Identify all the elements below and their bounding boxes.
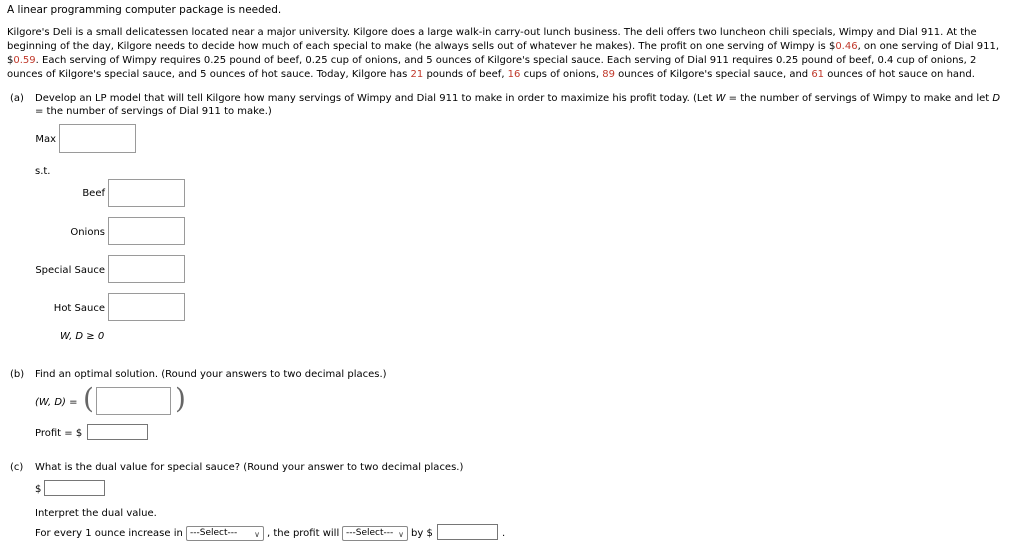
dual-value-input[interactable] bbox=[44, 480, 105, 496]
chevron-down-icon: ∨ bbox=[398, 530, 404, 539]
dial-profit: 0.59 bbox=[13, 55, 36, 66]
interpret-label: Interpret the dual value. bbox=[35, 508, 157, 519]
special-sauce-label: Special Sauce bbox=[35, 265, 105, 276]
left-paren: ( bbox=[83, 382, 94, 415]
part-a-question-1: Develop an LP model that will tell Kilgore how many servings of Wimpy and Dial 911 to make in order to maximize his profit today. (Let W = the number of servings of Wimpy to make and let D bbox=[35, 93, 1001, 104]
sentence-part-2: , the profit will bbox=[267, 528, 340, 539]
right-paren: ) bbox=[175, 382, 186, 415]
special-sauce-constraint-input[interactable] bbox=[108, 255, 185, 283]
problem-line-2: beginning of the day, Kilgore needs to decide how much of each special to make (he always sells out of whatever he makes). The profit on one serving of Wimpy is $0.46, on one serving of Dial 911, bbox=[7, 41, 1000, 52]
wimpy-profit: 0.46 bbox=[835, 41, 858, 52]
onions-constraint-input[interactable] bbox=[108, 217, 185, 245]
sentence-part-1: For every 1 ounce increase in bbox=[35, 528, 183, 539]
sentence-period: . bbox=[502, 528, 506, 539]
nonnegativity-constraint: W, D ≥ 0 bbox=[60, 331, 105, 342]
special-sauce-amount: 89 bbox=[602, 69, 615, 80]
st-label: s.t. bbox=[35, 166, 51, 177]
sentence-part-3: by $ bbox=[411, 528, 433, 539]
resource-select[interactable]: ---Select--- ∨ bbox=[186, 526, 264, 541]
dual-dollar-sign: $ bbox=[35, 484, 42, 495]
part-c-question: What is the dual value for special sauce? (Round your answer to two decimal places.) bbox=[35, 462, 464, 473]
problem-line-1: Kilgore's Deli is a small delicatessen located near a major university. Kilgore does a large walk-in carry-out lunch business. The deli offers two luncheon chili specials, Wimpy and Dial 911. At the bbox=[7, 27, 977, 38]
wd-label: (W, D) = bbox=[35, 397, 78, 408]
beef-constraint-input[interactable] bbox=[108, 179, 185, 207]
profit-label: Profit = $ bbox=[35, 428, 83, 439]
hot-sauce-label: Hot Sauce bbox=[53, 303, 105, 314]
problem-line-4: ounces of Kilgore's special sauce, and 5 ounces of hot sauce. Today, Kilgore has 21 pounds of beef, 16 cups of onions, 89 ounces of Kilgore's special sauce, and 61 ounces of hot sauce on hand. bbox=[7, 69, 975, 80]
hot-sauce-constraint-input[interactable] bbox=[108, 293, 185, 321]
chevron-down-icon: ∨ bbox=[254, 530, 260, 539]
onions-amount: 16 bbox=[507, 69, 521, 80]
solution-input[interactable] bbox=[96, 387, 171, 415]
part-b-tag: (b) bbox=[10, 369, 25, 380]
objective-input[interactable] bbox=[59, 124, 136, 153]
profit-input[interactable] bbox=[87, 424, 148, 440]
onions-label: Onions bbox=[70, 227, 105, 238]
intro-text: A linear programming computer package is needed. bbox=[7, 4, 282, 16]
part-a-tag: (a) bbox=[10, 93, 24, 104]
problem-line-3: $0.59. Each serving of Wimpy requires 0.25 pound of beef, 0.25 cup of onions, and 5 ounces of Kilgore's special sauce. Each serving of Dial 911 requires 0.25 pound of beef, 0.4 cup of onions, 2 bbox=[7, 55, 977, 66]
beef-label: Beef bbox=[82, 188, 105, 199]
max-label: Max bbox=[35, 134, 56, 145]
change-amount-input[interactable] bbox=[437, 524, 498, 540]
hot-sauce-amount: 61 bbox=[811, 69, 825, 80]
beef-amount: 21 bbox=[410, 69, 424, 80]
part-b-question: Find an optimal solution. (Round your answers to two decimal places.) bbox=[35, 369, 387, 380]
direction-select[interactable]: ---Select--- ∨ bbox=[342, 526, 408, 541]
part-a-question-2: = the number of servings of Dial 911 to make.) bbox=[35, 106, 272, 117]
part-c-tag: (c) bbox=[10, 462, 24, 473]
